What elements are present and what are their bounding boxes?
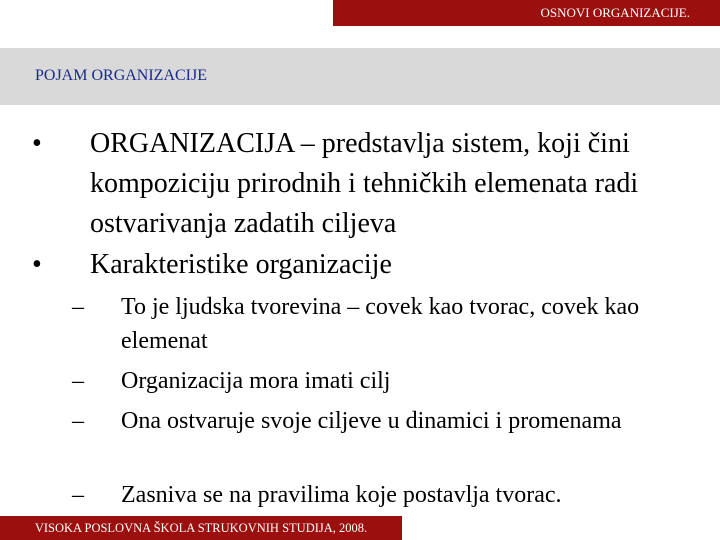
bullet-item-definition — [32, 124, 690, 244]
subbullet-item — [72, 364, 681, 398]
footer-text: VISOKA POSLOVNA ŠKOLA STRUKOVNIH STUDIJA, 2008. — [34, 521, 368, 535]
slide-footer-band — [0, 516, 402, 540]
subbullet-text: To je ljudska tvorevina – covek kao tvorac, covek kao elemenat — [121, 294, 640, 354]
subbullet-item — [72, 404, 681, 438]
dash-marker: – — [72, 408, 84, 434]
bullet-text: ORGANIZACIJA – predstavlja sistem, koji čini kompoziciju prirodnih i tehničkih elemenata radi ostvarivanja zadatih ciljeva — [90, 128, 639, 239]
bullet-marker: • — [32, 128, 42, 159]
slide-title-band — [0, 48, 720, 105]
bullet-item-characteristics — [32, 245, 690, 285]
slide-title: POJAM ORGANIZACIJE — [35, 67, 208, 84]
header-text: OSNOVI ORGANIZACIJE. — [540, 5, 690, 20]
dash-marker: – — [72, 368, 84, 394]
bullet-text: Karakteristike organizacije — [90, 249, 392, 280]
dash-marker: – — [72, 294, 84, 320]
bullet-marker: • — [32, 249, 42, 280]
subbullet-text: Organizacija mora imati cilj — [121, 368, 391, 394]
subbullet-item — [72, 478, 681, 512]
subbullet-text: Zasniva se na pravilima koje postavlja tvorac. — [121, 482, 562, 508]
subbullet-item — [72, 290, 681, 358]
slide-header-band — [333, 0, 720, 26]
dash-marker: – — [72, 482, 84, 508]
subbullet-text: Ona ostvaruje svoje ciljeve u dinamici i promenama — [121, 408, 622, 434]
